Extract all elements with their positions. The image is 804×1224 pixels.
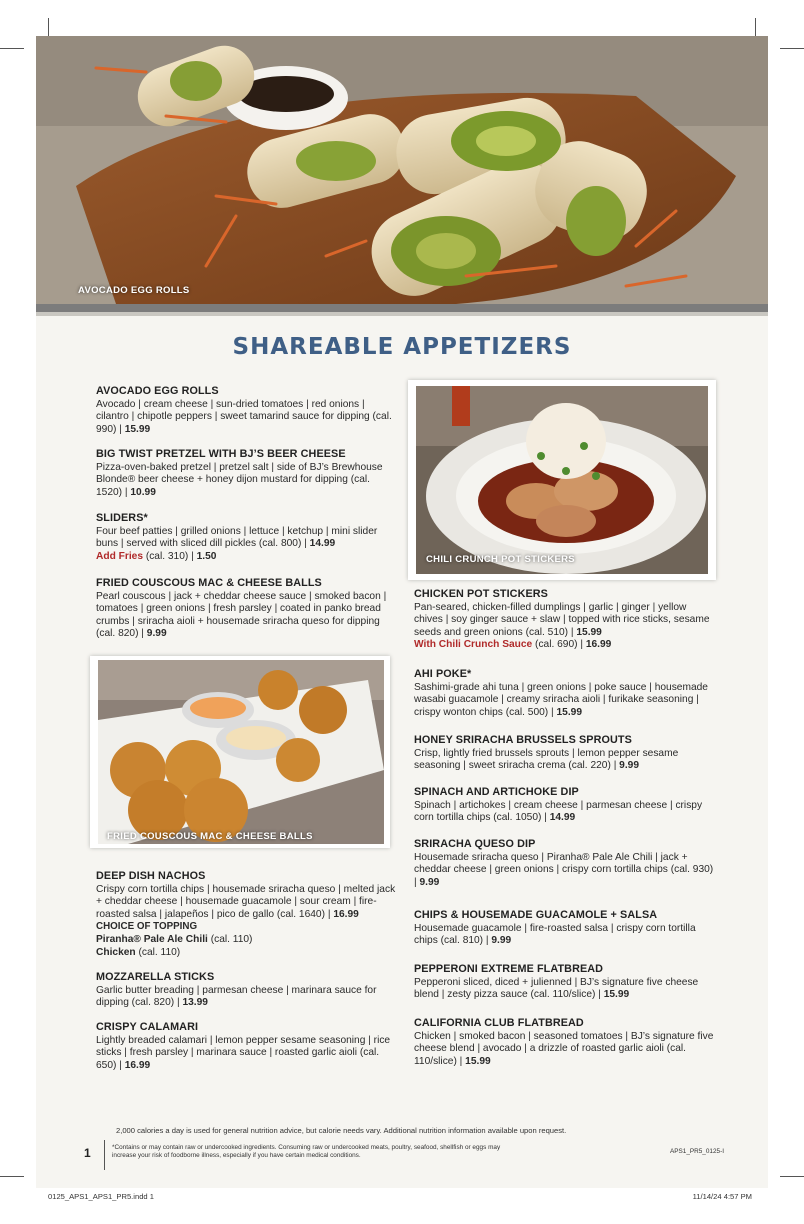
page-number: 1 (84, 1146, 91, 1160)
item-price: 16.99 (124, 1059, 151, 1071)
item-name: FRIED COUSCOUS MAC & CHEESE BALLS (96, 577, 322, 589)
crop-mark (48, 18, 49, 36)
item-addon: With Chili Crunch Sauce (cal. 690) | 16.99 (414, 639, 612, 651)
item-price: 9.99 (146, 628, 167, 640)
crop-mark (755, 18, 756, 36)
addon-price: 1.50 (196, 550, 217, 562)
topping-option: Chicken (cal. 110) (96, 946, 181, 958)
calorie-note: 2,000 calories a day is used for general nutrition advice, but calorie needs vary. Additional nutrition information available upon request. (116, 1126, 567, 1135)
topping-title: CHOICE OF TOPPING (96, 921, 198, 933)
topping-option: Piranha® Pale Ale Chili (cal. 110) (96, 933, 253, 945)
item-price: 14.99 (309, 538, 336, 550)
menu-item (414, 786, 714, 825)
item-name: AHI POKE* (414, 668, 472, 680)
item-description: Housemade guacamole | fire-roasted salsa | crispy corn tortilla chips (cal. 810) | 9.99 (414, 922, 696, 947)
menu-item (414, 838, 714, 889)
item-price: 13.99 (182, 997, 208, 1009)
item-description: Pan-seared, chicken-filled dumplings | garlic | ginger | yellow chives | soy ginger sauce + slaw | topped with rice sticks, sesame seeds and green onions (cal. 510) | 15.99 (414, 601, 710, 638)
item-name: DEEP DISH NACHOS (96, 870, 206, 882)
menu-item (96, 870, 396, 959)
item-description: Crisp, lightly fried brussels sprouts | lemon pepper sesame seasoning | sweet sriracha crema (cal. 220) | 9.99 (414, 747, 679, 772)
menu-item (414, 909, 714, 948)
item-description: Spinach | artichokes | cream cheese | parmesan cheese | crispy corn tortilla chips (cal. 1050) | 14.99 (414, 799, 703, 824)
item-name: BIG TWIST PRETZEL WITH BJ’S BEER CHEESE (96, 448, 346, 460)
addon-price: 16.99 (585, 639, 612, 651)
item-name: PEPPERONI EXTREME FLATBREAD (414, 963, 604, 975)
item-description: Sashimi-grade ahi tuna | green onions | poke sauce | housemade wasabi guacamole | creamy sriracha aioli | furikake seasoning | crispy wonton chips (cal. 500) | 15.99 (414, 681, 708, 718)
item-addon: Add Fries (cal. 310) | 1.50 (96, 550, 217, 562)
item-name: CHICKEN POT STICKERS (414, 588, 548, 600)
menu-item (414, 1017, 714, 1068)
hero-caption: AVOCADO EGG ROLLS (78, 285, 190, 296)
menu-item (96, 1021, 396, 1072)
photo-caption: CHILI CRUNCH POT STICKERS (426, 554, 575, 565)
item-price: 16.99 (333, 908, 359, 920)
crop-mark (780, 48, 804, 49)
item-name: CHIPS & HOUSEMADE GUACAMOLE + SALSA (414, 909, 658, 921)
menu-code: APS1_PR5_0125-I (669, 1148, 724, 1155)
item-price: 9.99 (619, 760, 639, 772)
item-price: 10.99 (130, 486, 156, 498)
item-name: AVOCADO EGG ROLLS (96, 385, 219, 397)
slug-file: 0125_APS1_APS1_PR5.indd 1 (48, 1192, 154, 1201)
item-name: SRIRACHA QUESO DIP (414, 838, 536, 850)
photo-divider-light (36, 312, 768, 316)
item-price: 15.99 (465, 1055, 491, 1067)
crop-mark (0, 48, 24, 49)
crop-mark (0, 1176, 24, 1177)
item-description: Chicken | smoked bacon | seasoned tomatoes | BJ’s signature five cheese blend | avocado | a drizzle of roasted garlic aioli (cal. 110/slice) | 15.99 (414, 1030, 714, 1067)
item-price: 9.99 (491, 935, 512, 947)
item-description: Pearl couscous | jack + cheddar cheese sauce | smoked bacon | tomatoes | green onions | fresh parsley | coated in panko bread crumbs | sriracha aioli + housemade sriracha queso for dipping (cal. 820) | 9.99 (96, 590, 387, 640)
item-description: Pizza-oven-baked pretzel | pretzel salt | side of BJ’s Brewhouse Blonde® beer cheese + honey dijon mustard for dipping (cal. 1520) | 10.99 (96, 461, 383, 498)
item-price: 14.99 (549, 812, 576, 824)
menu-item (414, 734, 714, 773)
menu-item (96, 385, 396, 436)
item-description: Housemade sriracha queso | Piranha® Pale Ale Chili | jack + cheddar cheese | green onions | crispy corn tortilla chips (cal. 930) | 9.99 (414, 851, 714, 888)
mac-balls-illustration (98, 660, 384, 844)
addon-label: With Chili Crunch Sauce (414, 639, 533, 651)
item-description: Crispy corn tortilla chips | housemade sriracha queso | melted jack + cheddar cheese | housemade guacamole | sour cream | fire-roasted salsa | jalapeños | pico de gallo (cal. 1640) | 16.99 (96, 883, 396, 920)
slug-date: 11/14/24 4:57 PM (692, 1192, 752, 1201)
item-name: CRISPY CALAMARI (96, 1021, 199, 1033)
menu-item (96, 448, 396, 499)
item-price: 15.99 (556, 706, 583, 718)
menu-item (96, 577, 396, 641)
item-name: CALIFORNIA CLUB FLATBREAD (414, 1017, 584, 1029)
hero-photo (36, 36, 768, 304)
item-description: Avocado | cream cheese | sun-dried tomatoes | red onions | cilantro | chipotle peppers | sweet tamarind sauce for dipping (cal. 990) | 15.99 (96, 398, 392, 435)
photo-divider (36, 304, 768, 312)
item-description: Garlic butter breading | parmesan cheese | marinara sauce for dipping (cal. 820) | 13.99 (96, 984, 377, 1009)
item-description: Pepperoni sliced, diced + julienned | BJ’s signature five cheese blend | zesty pizza sauce (cal. 110/slice) | 15.99 (414, 976, 699, 1001)
footer-divider (104, 1140, 105, 1170)
egg-rolls-illustration (36, 36, 768, 304)
mac-cheese-balls-photo (98, 660, 384, 844)
item-price: 9.99 (419, 876, 440, 888)
item-name: MOZZARELLA STICKS (96, 971, 215, 983)
item-price: 15.99 (124, 423, 151, 435)
crop-mark (780, 1176, 804, 1177)
menu-page (36, 36, 768, 1188)
menu-item (414, 668, 714, 719)
item-price: 15.99 (576, 626, 602, 638)
photo-caption: FRIED COUSCOUS MAC & CHEESE BALLS (107, 831, 313, 842)
item-name: SPINACH AND ARTICHOKE DIP (414, 786, 579, 798)
pot-stickers-photo (416, 386, 708, 574)
menu-item (96, 512, 396, 563)
item-description: Four beef patties | grilled onions | lettuce | ketchup | mini slider buns | served with sliced dill pickles (cal. 800) | 14.99 (96, 525, 378, 550)
menu-item (96, 971, 396, 1010)
menu-item (414, 963, 714, 1002)
section-title: SHAREABLE APPETIZERS (232, 334, 572, 360)
item-name: HONEY SRIRACHA BRUSSELS SPROUTS (414, 734, 632, 746)
pot-stickers-illustration (416, 386, 708, 574)
menu-item (414, 588, 714, 652)
item-description: Lightly breaded calamari | lemon pepper sesame seasoning | rice sticks | fresh parsley | marinara sauce | roasted garlic aioli (cal. 650) | 16.99 (96, 1034, 391, 1071)
item-price: 15.99 (603, 989, 630, 1001)
addon-label: Add Fries (96, 550, 143, 562)
raw-food-disclaimer: *Contains or may contain raw or undercooked ingredients. Consuming raw or undercooked meats, poultry, seafood, shellfish or eggs may increase your risk of foodborne illness, especially if you have certain medical conditions. (112, 1144, 501, 1159)
item-name: SLIDERS* (96, 512, 148, 524)
